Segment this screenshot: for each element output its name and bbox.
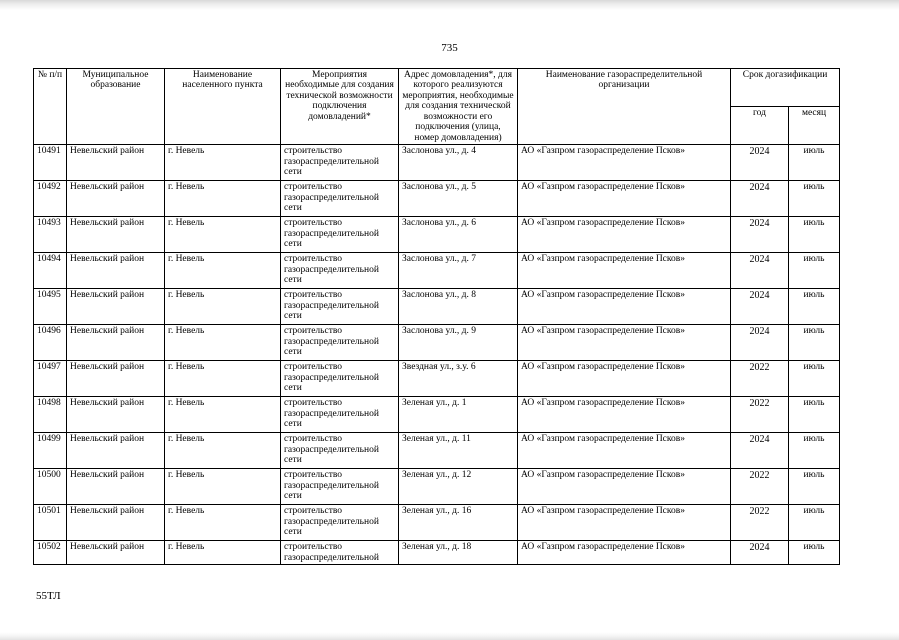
table-row — [34, 217, 840, 253]
cell-municipality: Невельский район — [67, 541, 165, 565]
cell-municipality: Невельский район — [67, 505, 165, 541]
cell-num: 10495 — [34, 289, 67, 325]
cell-month: июль — [789, 253, 840, 289]
cell-settlement: г. Невель — [165, 397, 281, 433]
header-deadline: Срок догазификации — [731, 69, 840, 107]
table-row — [34, 469, 840, 505]
cell-settlement: г. Невель — [165, 253, 281, 289]
cell-address: Заслонова ул., д. 4 — [399, 145, 518, 181]
cell-year: 2024 — [731, 145, 789, 181]
cell-measures: строительство газораспределительной сети — [281, 217, 399, 253]
cell-municipality: Невельский район — [67, 181, 165, 217]
cell-measures: строительство газораспределительной сети — [281, 289, 399, 325]
cell-address: Заслонова ул., д. 9 — [399, 325, 518, 361]
cell-num: 10497 — [34, 361, 67, 397]
cell-settlement: г. Невель — [165, 541, 281, 565]
gasification-table — [33, 68, 840, 565]
cell-year: 2022 — [731, 469, 789, 505]
cell-settlement: г. Невель — [165, 433, 281, 469]
cell-year: 2024 — [731, 181, 789, 217]
cell-month: июль — [789, 397, 840, 433]
cell-municipality: Невельский район — [67, 325, 165, 361]
cell-gas-org: АО «Газпром газораспределение Псков» — [518, 325, 731, 361]
table-row — [34, 433, 840, 469]
cell-municipality: Невельский район — [67, 397, 165, 433]
header-municipality: Муниципальное образование — [67, 69, 165, 145]
table-body — [34, 145, 840, 565]
footer-code: 55ТЛ — [36, 590, 61, 602]
cell-measures: строительство газораспределительной сети — [281, 145, 399, 181]
cell-num: 10494 — [34, 253, 67, 289]
cell-address: Звездная ул., з.у. 6 — [399, 361, 518, 397]
cell-month: июль — [789, 361, 840, 397]
cell-measures: строительство газораспределительной сети — [281, 433, 399, 469]
cell-settlement: г. Невель — [165, 145, 281, 181]
cell-month: июль — [789, 433, 840, 469]
cell-settlement: г. Невель — [165, 505, 281, 541]
cell-settlement: г. Невель — [165, 289, 281, 325]
header-year: год — [731, 107, 789, 145]
cell-address: Заслонова ул., д. 5 — [399, 181, 518, 217]
cell-municipality: Невельский район — [67, 217, 165, 253]
cell-measures: строительство газораспределительной сети — [281, 181, 399, 217]
table-row — [34, 325, 840, 361]
header-gas-org: Наименование газораспределительной организации — [518, 69, 731, 145]
cell-address: Заслонова ул., д. 8 — [399, 289, 518, 325]
cell-gas-org: АО «Газпром газораспределение Псков» — [518, 505, 731, 541]
cell-measures: строительство газораспределительной сети — [281, 253, 399, 289]
cell-num: 10498 — [34, 397, 67, 433]
table-row — [34, 289, 840, 325]
cell-municipality: Невельский район — [67, 145, 165, 181]
scan-edge-bottom — [0, 632, 899, 640]
cell-month: июль — [789, 541, 840, 565]
cell-measures: строительство газораспределительной сети — [281, 397, 399, 433]
cell-settlement: г. Невель — [165, 217, 281, 253]
cell-gas-org: АО «Газпром газораспределение Псков» — [518, 253, 731, 289]
cell-year: 2024 — [731, 217, 789, 253]
cell-num: 10501 — [34, 505, 67, 541]
cell-month: июль — [789, 181, 840, 217]
cell-municipality: Невельский район — [67, 433, 165, 469]
header-settlement: Наименование населенного пункта — [165, 69, 281, 145]
cell-address: Зеленая ул., д. 16 — [399, 505, 518, 541]
table-row — [34, 505, 840, 541]
cell-gas-org: АО «Газпром газораспределение Псков» — [518, 361, 731, 397]
cell-month: июль — [789, 145, 840, 181]
cell-gas-org: АО «Газпром газораспределение Псков» — [518, 469, 731, 505]
table-row — [34, 397, 840, 433]
table-row — [34, 541, 840, 565]
cell-gas-org: АО «Газпром газораспределение Псков» — [518, 397, 731, 433]
cell-municipality: Невельский район — [67, 253, 165, 289]
table-row — [34, 145, 840, 181]
header-address: Адрес домовладения*, для которого реализуются мероприятия, необходимые для создания технической возможности его подключения (улица, номер домовладения) — [399, 69, 518, 145]
cell-gas-org: АО «Газпром газораспределение Псков» — [518, 433, 731, 469]
cell-year: 2022 — [731, 397, 789, 433]
cell-address: Зеленая ул., д. 11 — [399, 433, 518, 469]
cell-num: 10502 — [34, 541, 67, 565]
table-row — [34, 253, 840, 289]
cell-address: Зеленая ул., д. 12 — [399, 469, 518, 505]
cell-address: Заслонова ул., д. 6 — [399, 217, 518, 253]
cell-year: 2024 — [731, 253, 789, 289]
cell-gas-org: АО «Газпром газораспределение Псков» — [518, 289, 731, 325]
cell-num: 10492 — [34, 181, 67, 217]
cell-year: 2022 — [731, 505, 789, 541]
cell-gas-org: АО «Газпром газораспределение Псков» — [518, 181, 731, 217]
scan-edge-top — [0, 0, 899, 10]
cell-measures: строительство газораспределительной сети — [281, 325, 399, 361]
cell-year: 2024 — [731, 433, 789, 469]
cell-settlement: г. Невель — [165, 469, 281, 505]
cell-measures: строительство газораспределительной сети — [281, 469, 399, 505]
cell-year: 2024 — [731, 541, 789, 565]
cell-num: 10491 — [34, 145, 67, 181]
cell-address: Зеленая ул., д. 18 — [399, 541, 518, 565]
cell-address: Зеленая ул., д. 1 — [399, 397, 518, 433]
cell-measures: строительство газораспределительной сети — [281, 505, 399, 541]
header-measures: Мероприятия необходимые для создания технической возможности подключения домовладений* — [281, 69, 399, 145]
cell-month: июль — [789, 505, 840, 541]
table-row — [34, 181, 840, 217]
cell-month: июль — [789, 289, 840, 325]
cell-settlement: г. Невель — [165, 181, 281, 217]
page-number: 735 — [441, 42, 458, 54]
cell-settlement: г. Невель — [165, 325, 281, 361]
cell-municipality: Невельский район — [67, 361, 165, 397]
cell-num: 10496 — [34, 325, 67, 361]
header-month: месяц — [789, 107, 840, 145]
cell-gas-org: АО «Газпром газораспределение Псков» — [518, 145, 731, 181]
cell-address: Заслонова ул., д. 7 — [399, 253, 518, 289]
cell-municipality: Невельский район — [67, 469, 165, 505]
cell-settlement: г. Невель — [165, 361, 281, 397]
cell-year: 2024 — [731, 289, 789, 325]
cell-num: 10499 — [34, 433, 67, 469]
cell-year: 2022 — [731, 361, 789, 397]
cell-month: июль — [789, 469, 840, 505]
cell-month: июль — [789, 217, 840, 253]
cell-year: 2024 — [731, 325, 789, 361]
cell-measures: строительство газораспределительной — [281, 541, 399, 565]
cell-num: 10493 — [34, 217, 67, 253]
cell-gas-org: АО «Газпром газораспределение Псков» — [518, 217, 731, 253]
cell-measures: строительство газораспределительной сети — [281, 361, 399, 397]
table-row — [34, 361, 840, 397]
cell-gas-org: АО «Газпром газораспределение Псков» — [518, 541, 731, 565]
cell-municipality: Невельский район — [67, 289, 165, 325]
cell-num: 10500 — [34, 469, 67, 505]
header-num: № п/п — [34, 69, 67, 145]
cell-month: июль — [789, 325, 840, 361]
